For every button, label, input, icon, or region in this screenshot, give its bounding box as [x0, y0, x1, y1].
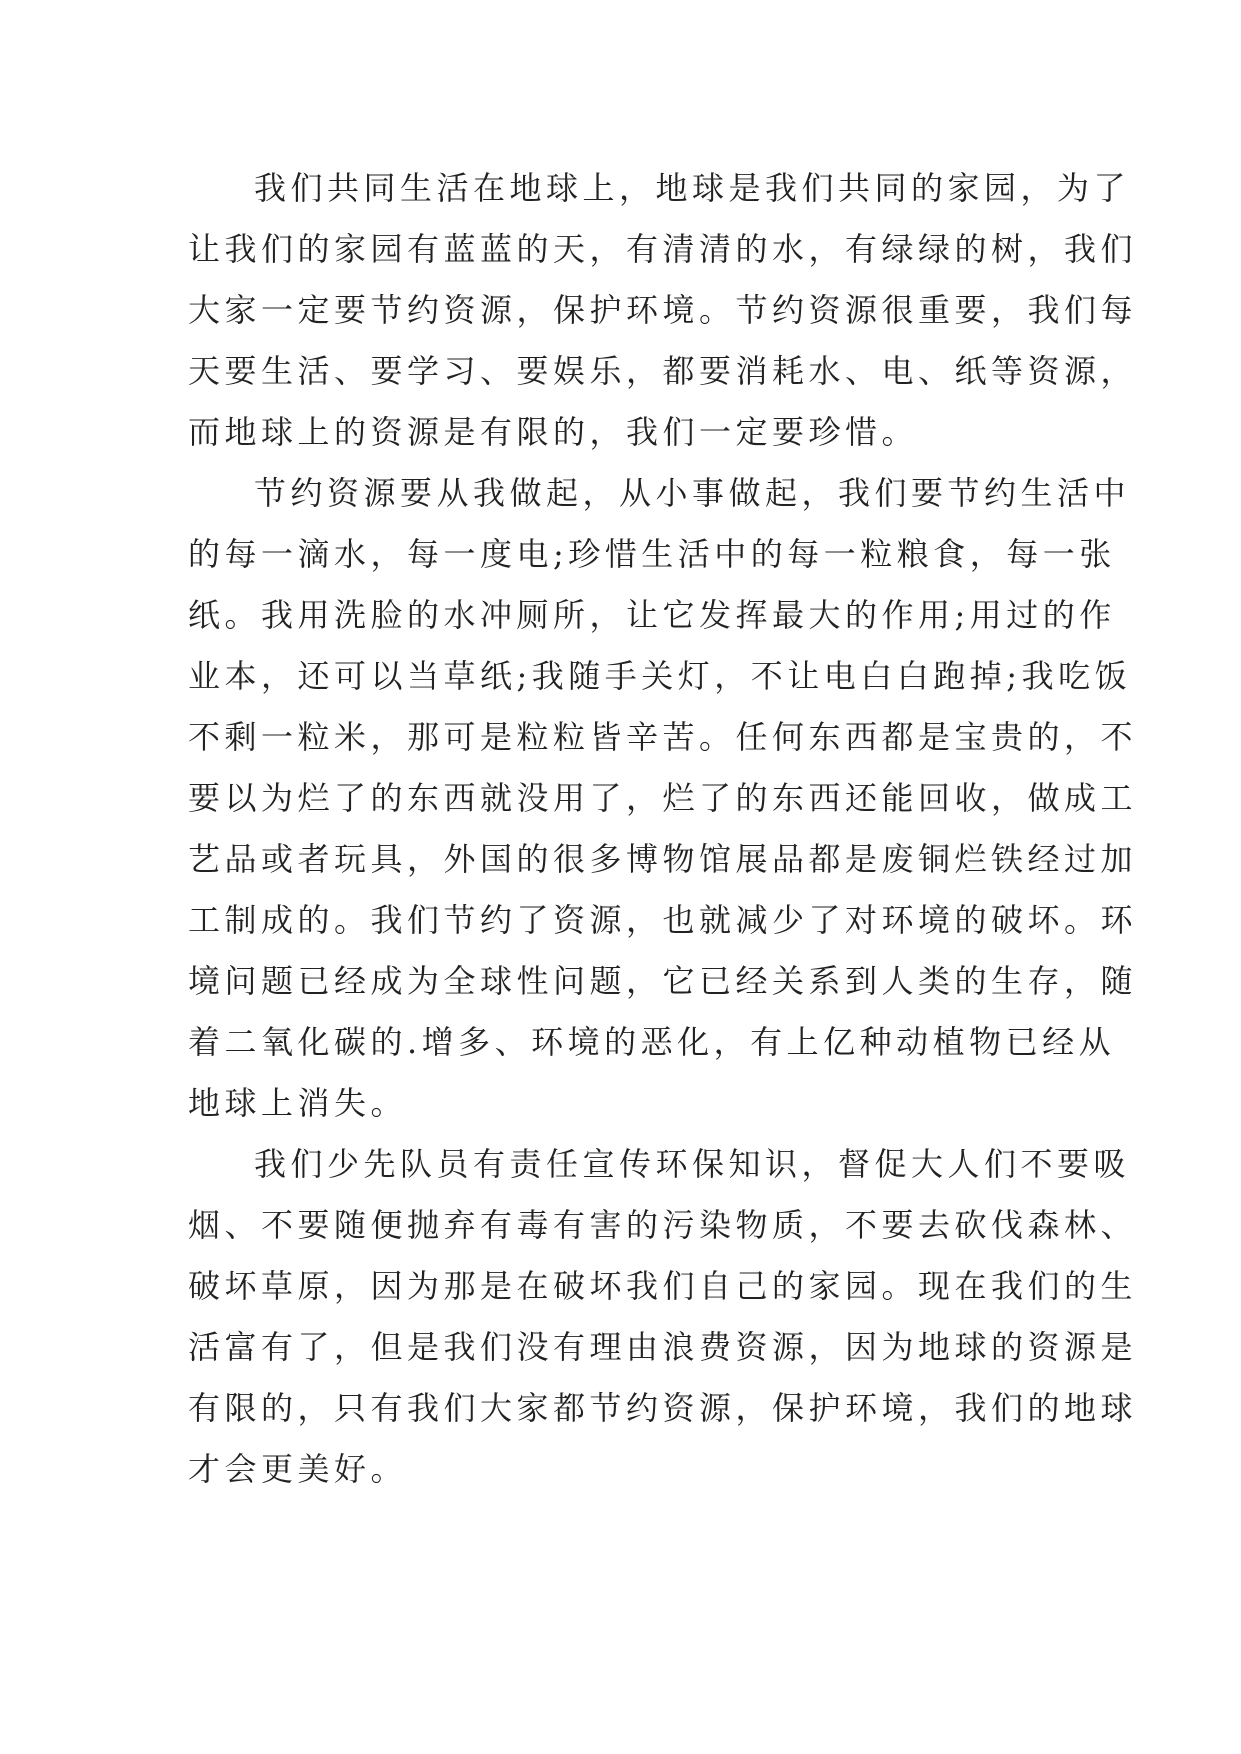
- paragraph-line: 而地球上的资源是有限的，我们一定要珍惜。: [188, 413, 919, 451]
- paragraph-line: 大家一定要节约资源，保护环境。节约资源很重要，我们每: [188, 291, 1138, 329]
- paragraph-2: [188, 463, 1138, 1134]
- paragraph-line: 着二氧化碳的.增多、环境的恶化，有上亿种动植物已经从: [188, 1023, 1116, 1061]
- paragraph-line: 艺品或者玩具，外国的很多博物馆展品都是废铜烂铁经过加: [188, 840, 1138, 878]
- paragraph-line: 我们共同生活在地球上，地球是我们共同的家园，为了: [254, 169, 1131, 207]
- paragraph-line: 有限的，只有我们大家都节约资源，保护环境，我们的地球: [188, 1389, 1138, 1427]
- paragraph-line: 纸。我用洗脸的水冲厕所，让它发挥最大的作用;用过的作: [188, 596, 1116, 634]
- paragraph-line: 的每一滴水，每一度电;珍惜生活中的每一粒粮食，每一张: [188, 535, 1116, 573]
- paragraph-1: [188, 158, 1138, 463]
- paragraph-line: 工制成的。我们节约了资源，也就减少了对环境的破坏。环: [188, 901, 1138, 939]
- paragraph-line: 境问题已经成为全球性问题，它已经关系到人类的生存，随: [188, 962, 1138, 1000]
- paragraph-line: 烟、不要随便抛弃有毒有害的污染物质，不要去砍伐森林、: [188, 1206, 1138, 1244]
- paragraph-line: 天要生活、要学习、要娱乐，都要消耗水、电、纸等资源，: [188, 352, 1138, 390]
- paragraph-line: 才会更美好。: [188, 1450, 408, 1488]
- paragraph-line: 我们少先队员有责任宣传环保知识，督促大人们不要吸: [254, 1145, 1131, 1183]
- paragraph-line: 活富有了，但是我们没有理由浪费资源，因为地球的资源是: [188, 1328, 1138, 1366]
- paragraph-line: 地球上消失。: [188, 1084, 408, 1122]
- paragraph-3: [188, 1134, 1138, 1500]
- paragraph-line: 让我们的家园有蓝蓝的天，有清清的水，有绿绿的树，我们: [188, 230, 1138, 268]
- paragraph-line: 要以为烂了的东西就没用了，烂了的东西还能回收，做成工: [188, 779, 1138, 817]
- paragraph-line: 业本，还可以当草纸;我随手关灯，不让电白白跑掉;我吃饭: [188, 657, 1132, 695]
- paragraph-line: 破坏草原，因为那是在破坏我们自己的家园。现在我们的生: [188, 1267, 1138, 1305]
- paragraph-line: 不剩一粒米，那可是粒粒皆辛苦。任何东西都是宝贵的，不: [188, 718, 1138, 756]
- paragraph-line: 节约资源要从我做起，从小事做起，我们要节约生活中: [254, 474, 1131, 512]
- document-body: [188, 158, 1138, 1500]
